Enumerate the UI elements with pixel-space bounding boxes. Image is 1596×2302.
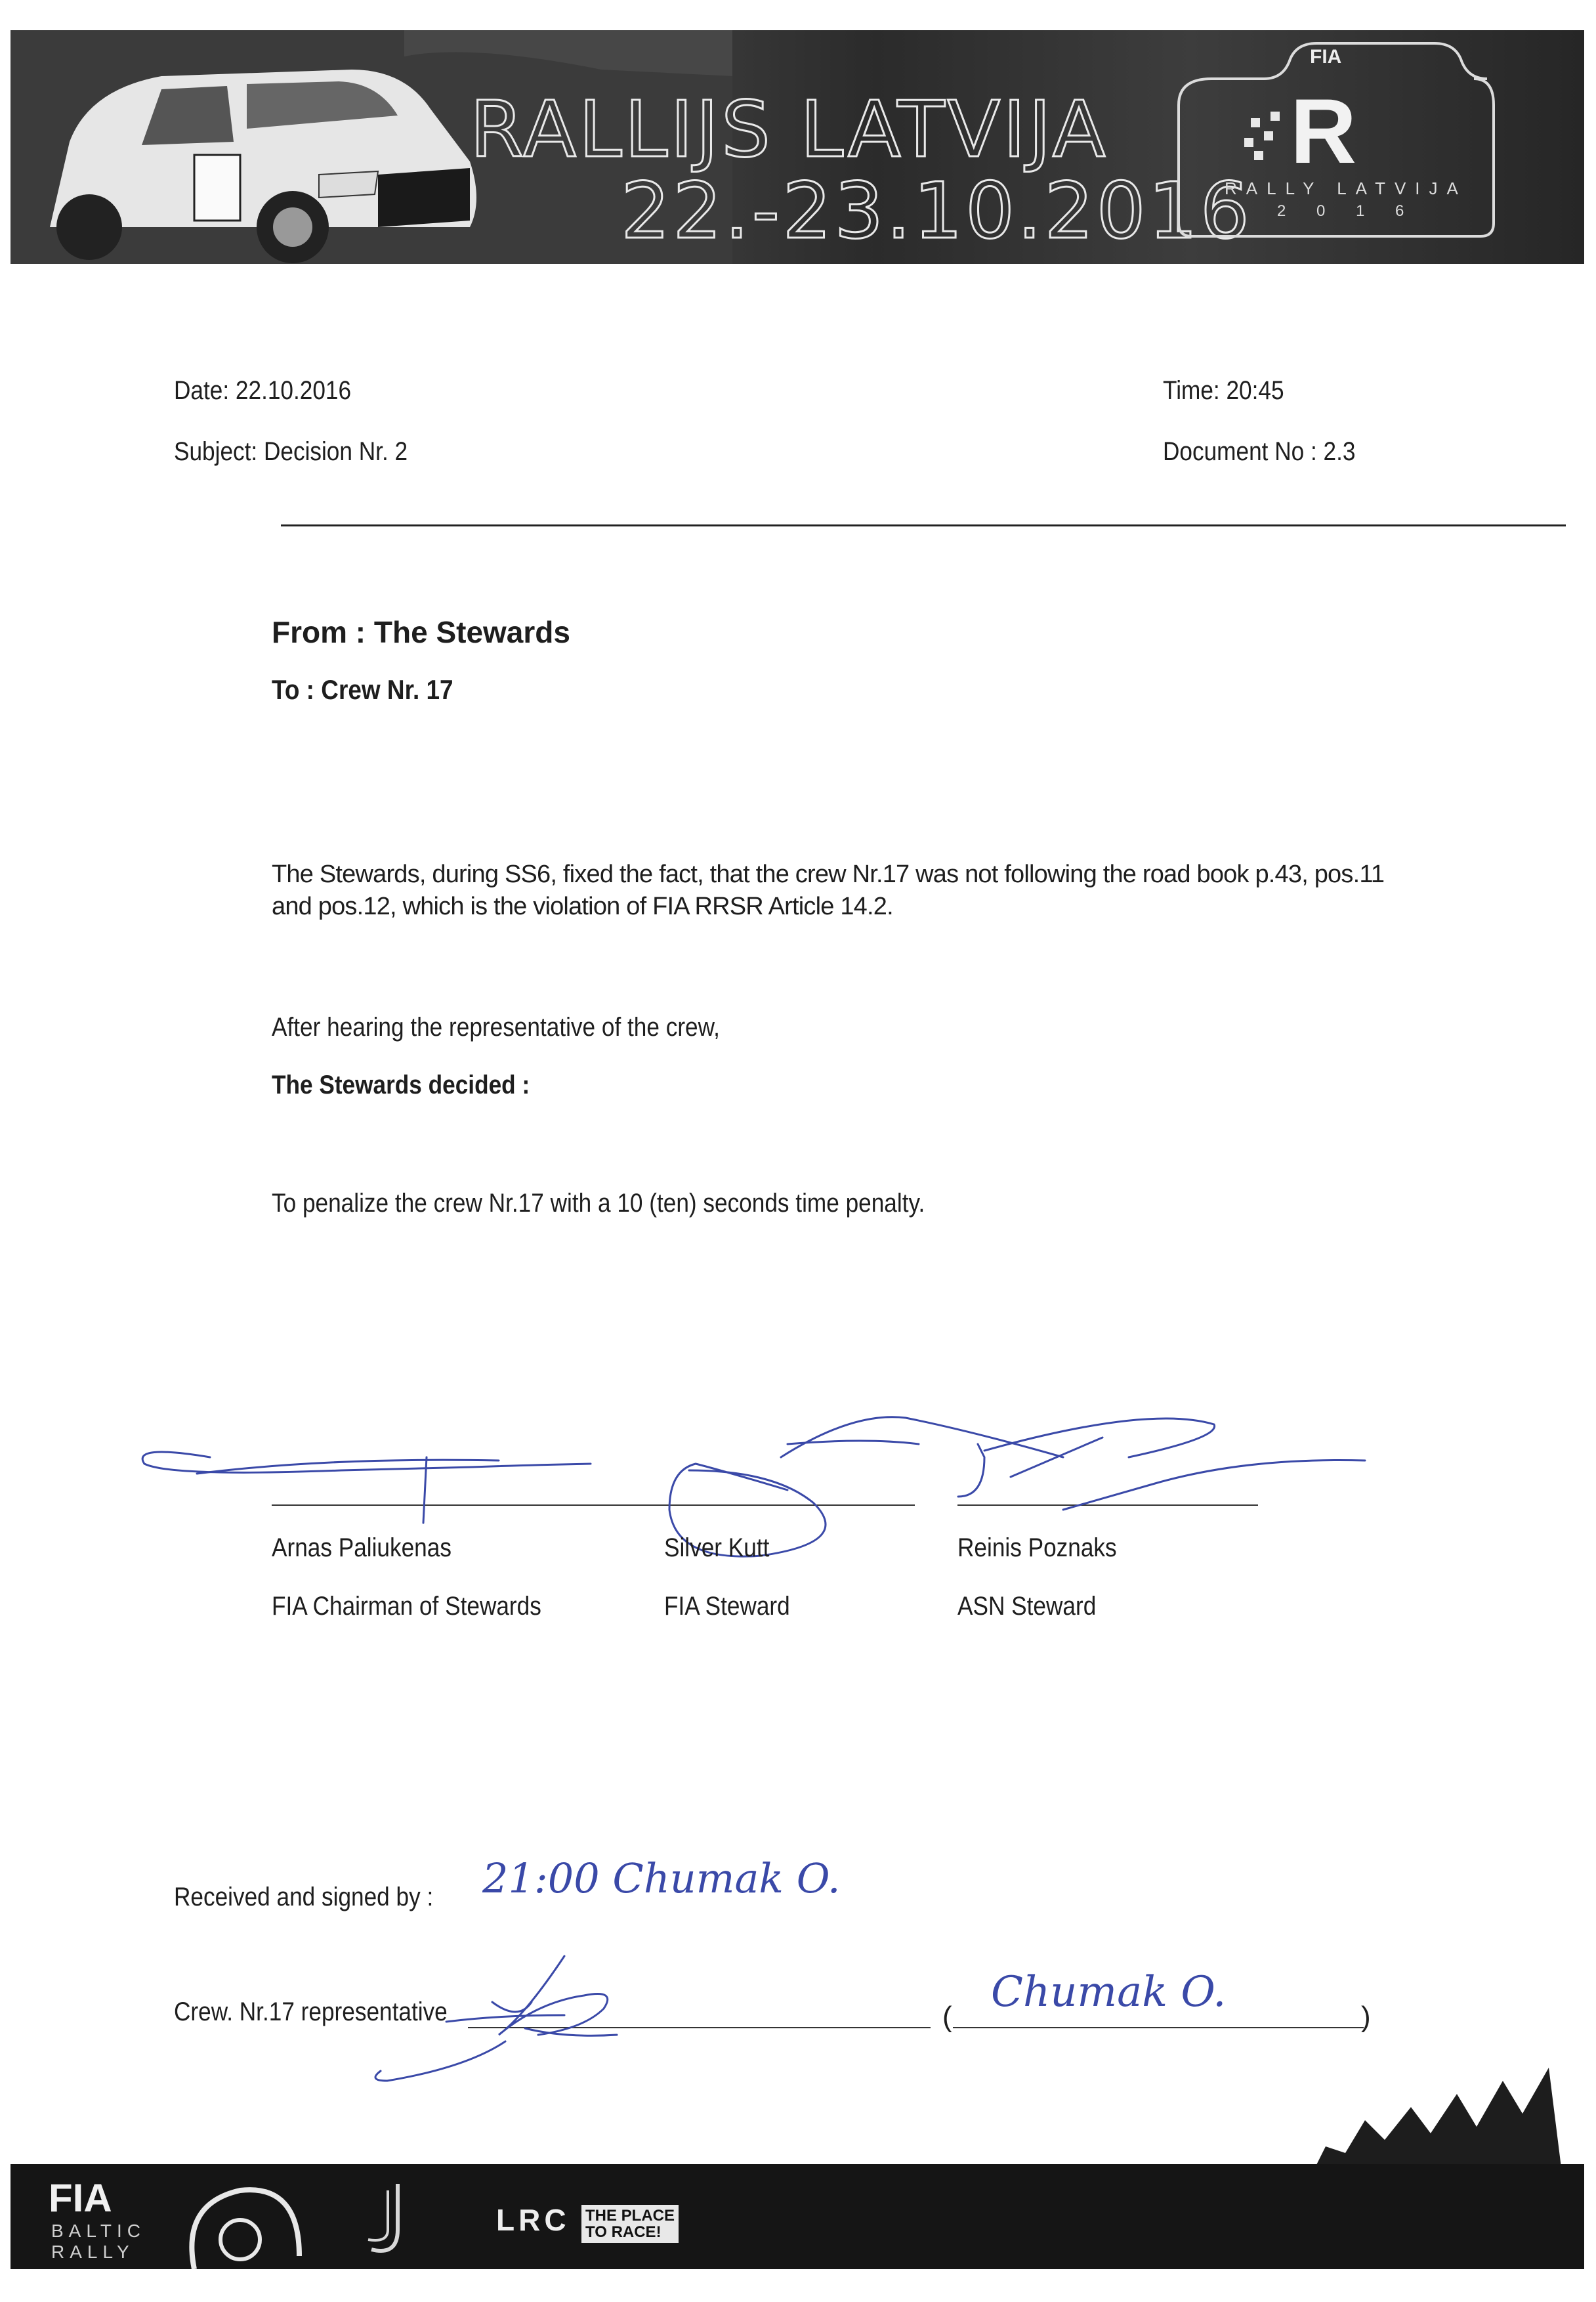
place-to-race-line1: THE PLACE	[585, 2207, 675, 2225]
footer-sponsor-bar	[10, 2164, 1584, 2269]
fia-baltic-text: BALTIC	[51, 2221, 146, 2241]
logo-year: 2 0 1 6	[1277, 202, 1418, 220]
header-banner	[10, 30, 1584, 264]
latvian-automobile-federation-logo	[168, 2177, 312, 2269]
lrc-logo: LRC	[496, 2203, 570, 2237]
document-number: Document No : 2.3	[1163, 437, 1356, 466]
signatory-name-3: Reinis Poznaks	[957, 1533, 1117, 1562]
signatory-role-1: FIA Chairman of Stewards	[272, 1592, 541, 1621]
subject-field: Subject: Decision Nr. 2	[174, 437, 408, 466]
j-emblem-logo	[358, 2177, 417, 2263]
decision-text: To penalize the crew Nr.17 with a 10 (ten) seconds time penalty.	[272, 1189, 925, 1218]
banner-dates: 22.-23.10.2016	[621, 165, 1252, 256]
from-line: From : The Stewards	[272, 615, 570, 649]
place-to-race-line2: TO RACE!	[585, 2223, 662, 2242]
received-handwritten-note: 21:00 Chumak O.	[482, 1854, 841, 1902]
signatory-name-2: Silver Kutt	[664, 1533, 770, 1562]
crew-representative-label: Crew. Nr.17 representative	[174, 1997, 448, 2026]
header-divider	[281, 524, 1566, 526]
maple-leaves-decoration	[1286, 2068, 1562, 2173]
body-paragraph-violation: The Stewards, during SS6, fixed the fact, that the crew Nr.17 was not following the road book p.43, pos.11 and pos.12, which is the violation of FIA RRSR Article 14.2.	[272, 861, 1385, 921]
logo-subtitle: RALLY LATVIJA	[1225, 179, 1467, 198]
fia-logo: FIA	[49, 2176, 112, 2220]
time-field: Time: 20:45	[1163, 376, 1284, 405]
crew-name-handwritten: Chumak O.	[991, 1968, 1227, 2016]
signatory-role-3: ASN Steward	[957, 1592, 1097, 1621]
fia-rally-text: RALLY	[51, 2242, 135, 2262]
rally-latvija-logo	[1172, 39, 1500, 253]
close-parenthesis: )	[1361, 2001, 1371, 2033]
place-to-race-logo	[581, 2205, 679, 2243]
logo-letter: R	[1290, 79, 1357, 182]
body-paragraph-hearing: After hearing the representative of the crew,	[272, 1013, 720, 1042]
crew-name-line	[953, 2027, 1364, 2028]
signatory-role-2: FIA Steward	[664, 1592, 790, 1621]
received-label: Received and signed by :	[174, 1883, 434, 1911]
stewards-decided-heading: The Stewards decided :	[272, 1071, 530, 1099]
to-line: To : Crew Nr. 17	[272, 674, 453, 705]
banner-title: RALLIJS LATVIJA	[470, 84, 1108, 175]
open-parenthesis: (	[942, 2001, 952, 2033]
logo-fia-text: FIA	[1310, 46, 1342, 68]
signatory-name-1: Arnas Paliukenas	[272, 1533, 452, 1562]
date-field: Date: 22.10.2016	[174, 376, 352, 405]
crew-representative-signature	[368, 1923, 709, 2087]
